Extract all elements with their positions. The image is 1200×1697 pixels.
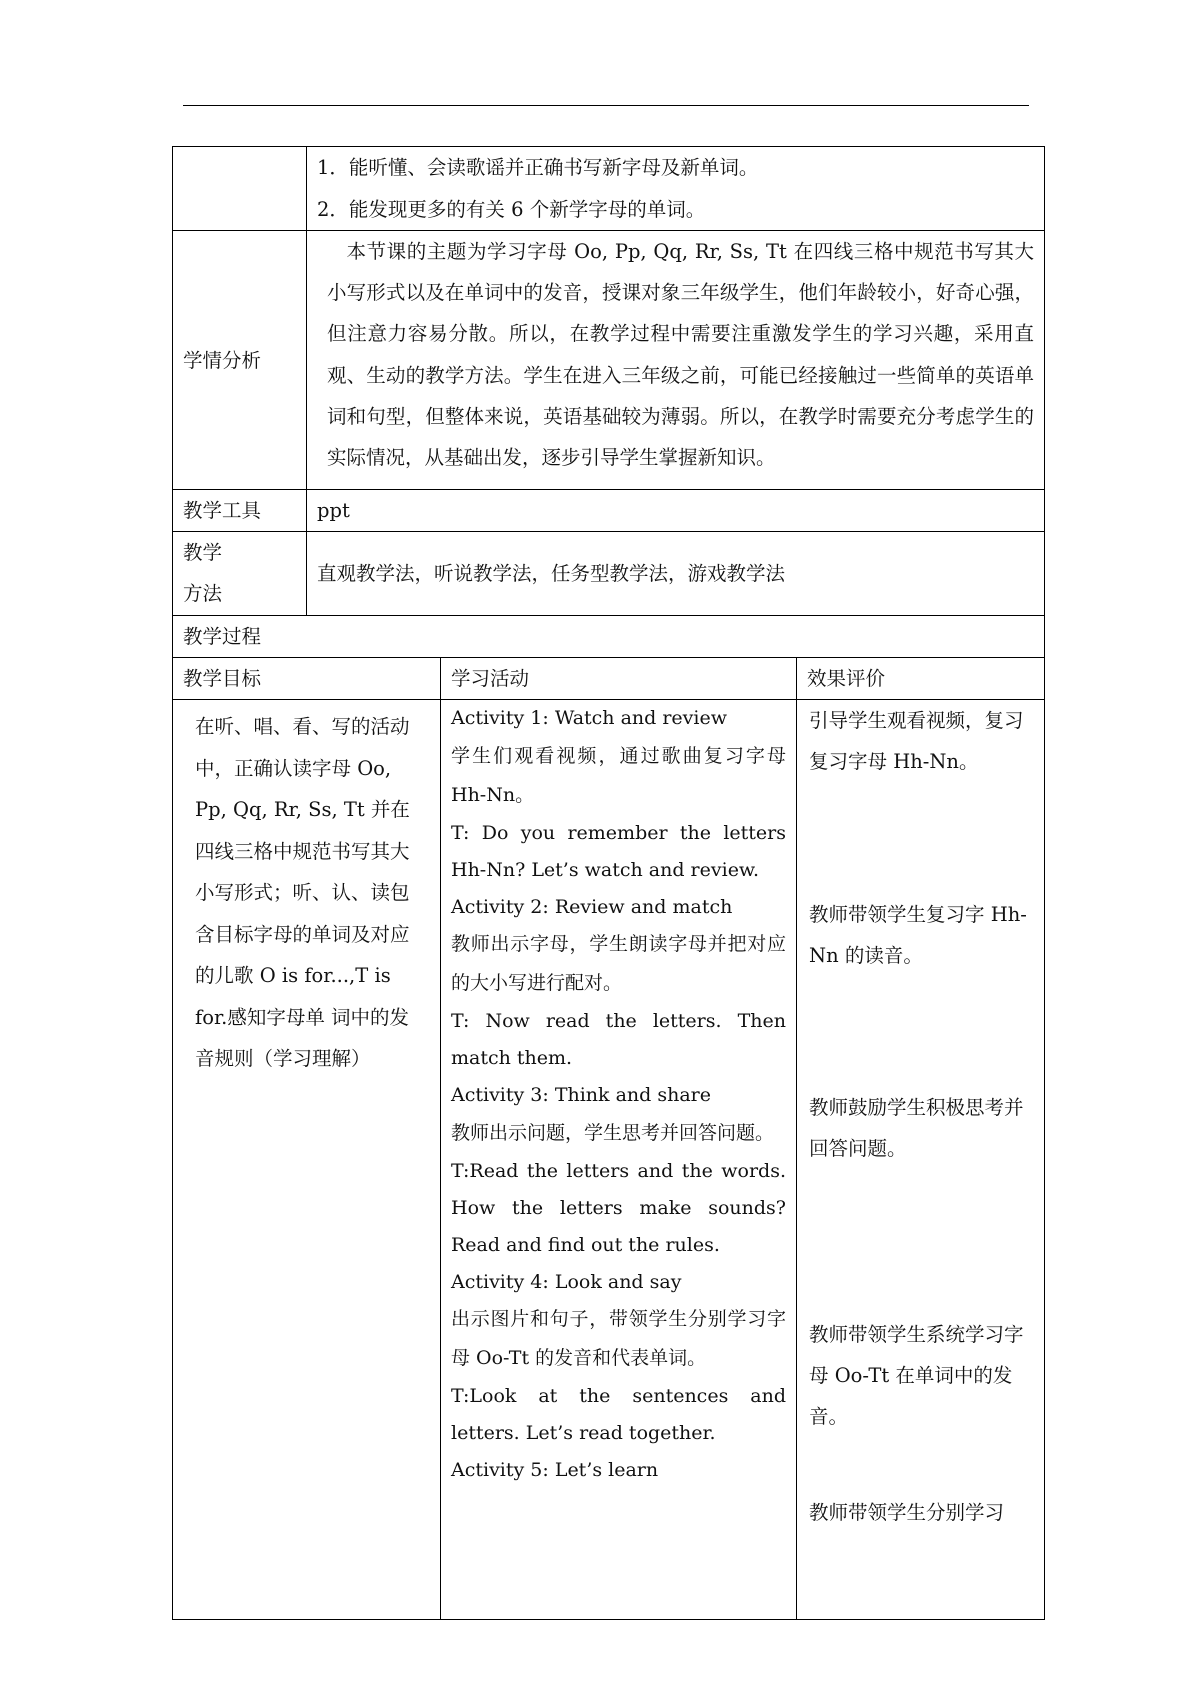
objectives-row [173,147,1045,231]
tools-value: ppt [307,490,1045,532]
col-header-eval: 效果评价 [797,658,1045,700]
evaluation-2: 教师带领学生复习字 Hh-Nn 的读音。 [809,903,1027,967]
activity-1-desc: 学生们观看视频，通过歌曲复习字母 Hh-Nn。 [451,744,786,806]
process-body-row [173,700,1045,1620]
objectives-cell [307,147,1045,231]
analysis-row [173,231,1045,490]
evaluation-4: 教师带领学生系统学习字母 Oo-Tt 在单词中的发音。 [809,1323,1024,1428]
tools-row [173,490,1045,532]
tools-label: 教学工具 [173,490,307,532]
methods-row [173,532,1045,616]
goal-cell: 在听、唱、看、写的活动中，正确认读字母 Oo, Pp, Qq, Rr, Ss, Tt 并在四线三格中规范书写其大小写形式；听、认、读包含目标字母的单词及对应的儿歌 O is for...,T is for.感知字母单 词中的发音规则（学习理解） [173,700,441,1620]
evaluation-3: 教师鼓励学生积极思考并回答问题。 [809,1096,1024,1160]
activity-2-desc: 教师出示字母，学生朗读字母并把对应的大小写进行配对。 [451,933,786,994]
methods-value: 直观教学法，听说教学法，任务型教学法，游戏教学法 [307,532,1045,616]
methods-label-line-1: 教学 [183,541,223,564]
methods-label-line-2: 方法 [183,582,223,605]
process-label: 教学过程 [173,616,1045,658]
process-header-row [173,658,1045,700]
analysis-text: 本节课的主题为学习字母 Oo, Pp, Qq, Rr, Ss, Tt 在四线三格中规范书写其大小写形式以及在单词中的发音，授课对象三年级学生，他们年龄较小，好奇心强，但注意力容易分散。所以，在教学过程中需要注重激发学生的学习兴趣，采用直观、生动的教学方法。学生在进入三年级之前，可能已经接触过一些简单的英语单词和句型，但整体来说，英语基础较为薄弱。所以，在教学时需要充分考虑学生的实际情况，从基础出发，逐步引导学生掌握新知识。 [307,231,1045,490]
evaluation-1: 引导学生观看视频，复习复习字母 Hh-Nn。 [809,709,1024,773]
activity-1-teacher: T: Do you remember the letters Hh-Nn? Let’s watch and review. [451,821,786,881]
activity-3-teacher: T:Read the letters and the words. How the letters make sounds? Read and find out the rules. [451,1159,786,1256]
col-header-activity: 学习活动 [441,658,797,700]
process-row [173,616,1045,658]
activity-2-teacher: T: Now read the letters. Then match them. [451,1010,786,1069]
activity-3-desc: 教师出示问题，学生思考并回答问题。 [451,1121,775,1144]
col-header-goal: 教学目标 [173,658,441,700]
activity-2-title: Activity 2: Review and match [451,895,733,918]
header-rule [183,105,1029,106]
analysis-label: 学情分析 [173,231,307,490]
objective-line-1: 1．能听懂、会读歌谣并正确书写新字母及新单词。 [317,156,759,179]
activities-cell [441,700,797,1620]
lesson-plan-table [172,146,1045,1620]
activity-3-title: Activity 3: Think and share [451,1084,712,1106]
objectives-label-cell [173,147,307,231]
activity-5-title: Activity 5: Let’s learn [451,1459,659,1481]
objective-line-2: 2．能发现更多的有关 6 个新学字母的单词。 [317,197,706,221]
activity-1-title: Activity 1: Watch and review [451,707,727,729]
evaluation-cell [797,700,1045,1620]
activity-4-title: Activity 4: Look and say [451,1270,682,1293]
evaluation-5: 教师带领学生分别学习 [809,1501,1005,1524]
activity-4-teacher: T:Look at the sentences and letters. Let’s read together. [451,1385,786,1444]
methods-label [173,532,307,616]
activity-4-desc: 出示图片和句子，带领学生分别学习字母 Oo-Tt 的发音和代表单词。 [451,1308,786,1369]
